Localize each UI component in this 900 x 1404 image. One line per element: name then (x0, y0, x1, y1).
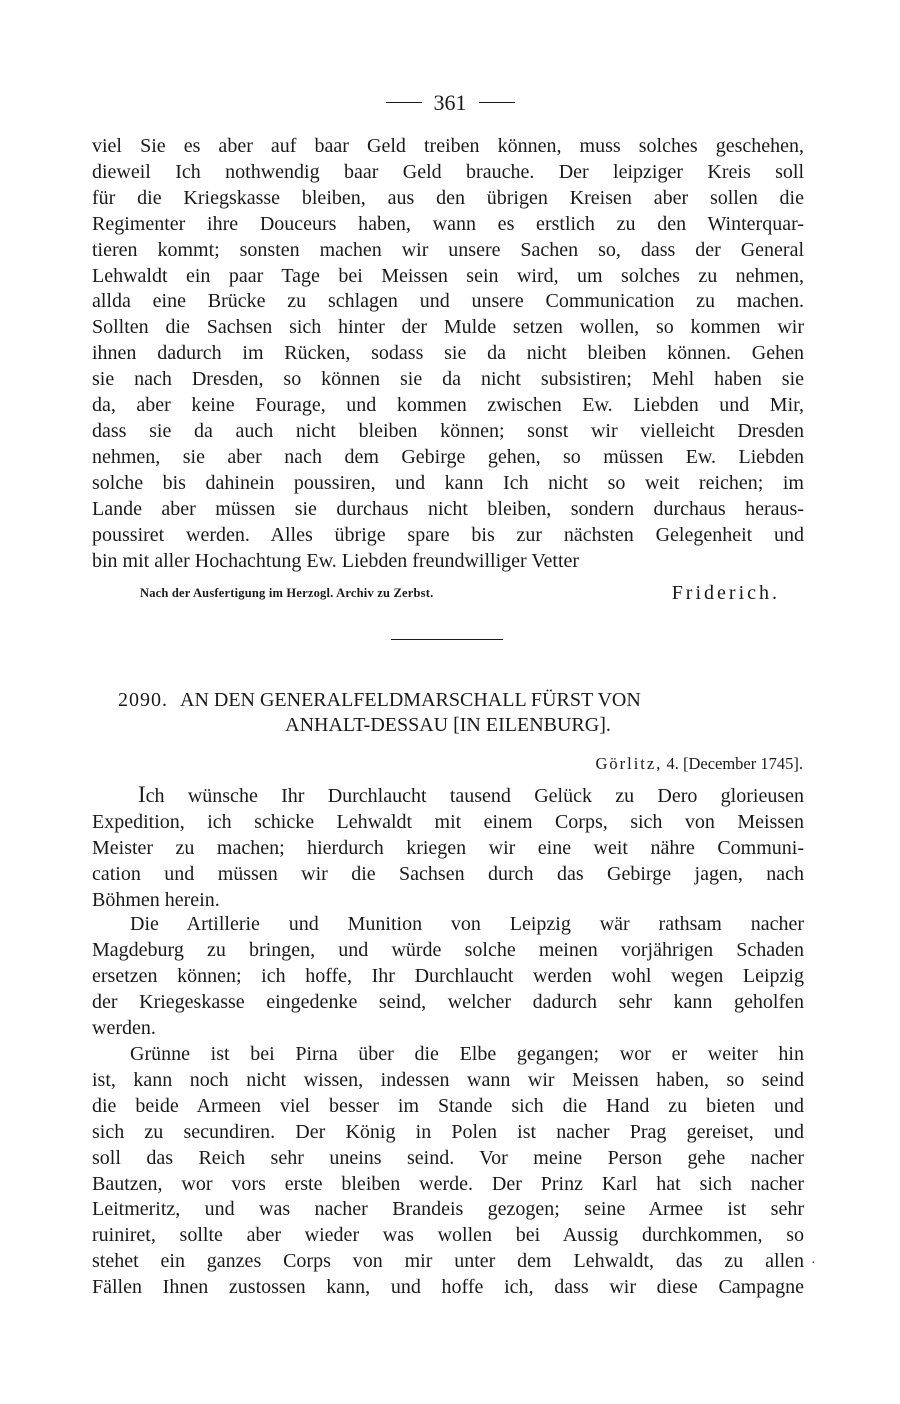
letter-paragraph-1 (92, 782, 804, 914)
header-rule-left (386, 102, 422, 103)
text-line: ist, kann noch nicht wissen, indessen wann wir Meissen haben, so seind (92, 1068, 804, 1091)
text-line: nehmen, sie aber nach dem Gebirge gehen, so müssen Ew. Liebden (92, 445, 804, 468)
text-line: für die Kriegskasse bleiben, aus den übrigen Kreisen aber sollen die (92, 186, 804, 209)
text-line: Meister zu machen; hierdurch kriegen wir eine weit nähre Communi- (92, 836, 804, 859)
text-line: Die Artillerie und Munition von Leipzig wär rathsam nacher (130, 913, 804, 935)
signature: Friderich. (671, 582, 780, 604)
text-line: die beide Armeen viel besser im Stande sich die Hand zu bieten und (92, 1094, 804, 1117)
text-line: ersetzen können; ich hoffe, Ihr Durchlaucht werden wohl wegen Leipzig (92, 964, 804, 987)
text-line: viel Sie es aber auf baar Geld treiben können, muss solches geschehen, (92, 135, 804, 157)
line-text: ch wünsche Ihr Durchlaucht tausend Gelück zu Dero glorieusen (145, 785, 804, 807)
text-line: sie nach Dresden, so können sie da nicht subsistiren; Mehl haben sie (92, 368, 804, 391)
text-line: allda eine Brücke zu schlagen und unsere Communication zu machen. (92, 290, 804, 313)
page-number: 361 (433, 89, 467, 115)
continuation-text (92, 134, 804, 574)
heading-line-1 (118, 688, 778, 713)
text-line: cation und müssen wir die Sachsen durch das Gebirge jagen, nach (92, 862, 804, 885)
text-line: poussiret werden. Alles übrige spare bis zur nächsten Gelegenheit und (92, 523, 804, 546)
text-line: soll das Reich sehr uneins seind. Vor meine Person gehe nacher (92, 1146, 804, 1169)
text-line: Regimenter ihre Douceurs haben, wann es erstlich zu den Winterquar- (92, 212, 804, 235)
text-line: tieren kommt; sonsten machen wir unsere Sachen so, dass der General (92, 238, 804, 261)
text-line: da, aber keine Fourage, und kommen zwischen Ew. Liebden und Mir, (92, 394, 804, 417)
text-line: dieweil Ich nothwendig baar Geld brauche. Der leipziger Kreis soll (92, 160, 804, 183)
text-line: sich zu secundiren. Der König in Polen ist nacher Prag gereiset, und (92, 1120, 804, 1143)
text-line: der Kriegeskasse eingedenke seind, welcher dadurch sehr kann geholfen (92, 990, 804, 1013)
text-line: ihnen dadurch im Rücken, sodass sie da nicht bleiben können. Gehen (92, 342, 804, 365)
margin-mark: · (811, 1256, 816, 1271)
text-line: Bautzen, wor vors erste bleiben werde. Der Prinz Karl hat sich nacher (92, 1172, 804, 1195)
text-line: werden. (92, 1016, 156, 1039)
heading-line-2: ANHALT-DESSAU [IN EILENBURG]. (285, 714, 611, 736)
text-line (92, 782, 804, 810)
date-place: Görlitz, (595, 754, 663, 773)
initial-letter: I (138, 782, 146, 807)
text-line: Lehwaldt ein paar Tage bei Meissen sein wird, um solches zu nehmen, (92, 264, 804, 287)
text-line: Grünne ist bei Pirna über die Elbe gegangen; wor er weiter hin (130, 1043, 804, 1065)
text-line: ruiniret, sollte aber wieder was wollen bei Aussig durchkommen, so (92, 1224, 804, 1247)
text-line: Expedition, ich schicke Lehwaldt mit einem Corps, sich von Meissen (92, 810, 804, 833)
letter-heading (118, 688, 778, 738)
text-line: Magdeburg zu bringen, und würde solche meinen vorjährigen Schaden (92, 938, 804, 961)
text-line: dass sie da auch nicht bleiben können; sonst wir vielleicht Dresden (92, 419, 804, 442)
letter-number: 2090. (118, 689, 168, 711)
date-value: 4. [December 1745]. (666, 754, 803, 773)
section-divider (391, 639, 503, 640)
dateline (595, 754, 803, 774)
letter-paragraph-2 (92, 912, 804, 1042)
text-line: bin mit aller Hochachtung Ew. Liebden freundwilliger Vetter (92, 549, 580, 572)
text-line: Sollten die Sachsen sich hinter der Mulde setzen wollen, so kommen wir (92, 316, 804, 339)
source-note: Nach der Ausfertigung im Herzogl. Archiv zu Zerbst. (140, 586, 434, 600)
text-line: Böhmen herein. (92, 888, 220, 911)
text-line: solche bis dahinein poussiren, und kann Ich nicht so weit reichen; im (92, 471, 804, 494)
heading-title-1: AN DEN GENERALFELDMARSCHALL FÜRST VON (180, 689, 641, 711)
header-rule-right (479, 102, 515, 103)
text-line: Leitmeritz, und was nacher Brandeis gezogen; seine Armee ist sehr (92, 1198, 804, 1221)
letter-paragraph-3 (92, 1042, 804, 1301)
text-line: stehet ein ganzes Corps von mir unter dem Lehwaldt, das zu allen (92, 1250, 804, 1273)
text-line: Fällen Ihnen zustossen kann, und hoffe ich, dass wir diese Campagne (92, 1276, 804, 1299)
running-head (0, 86, 900, 118)
text-line: Lande aber müssen sie durchaus nicht bleiben, sondern durchaus heraus- (92, 497, 804, 520)
